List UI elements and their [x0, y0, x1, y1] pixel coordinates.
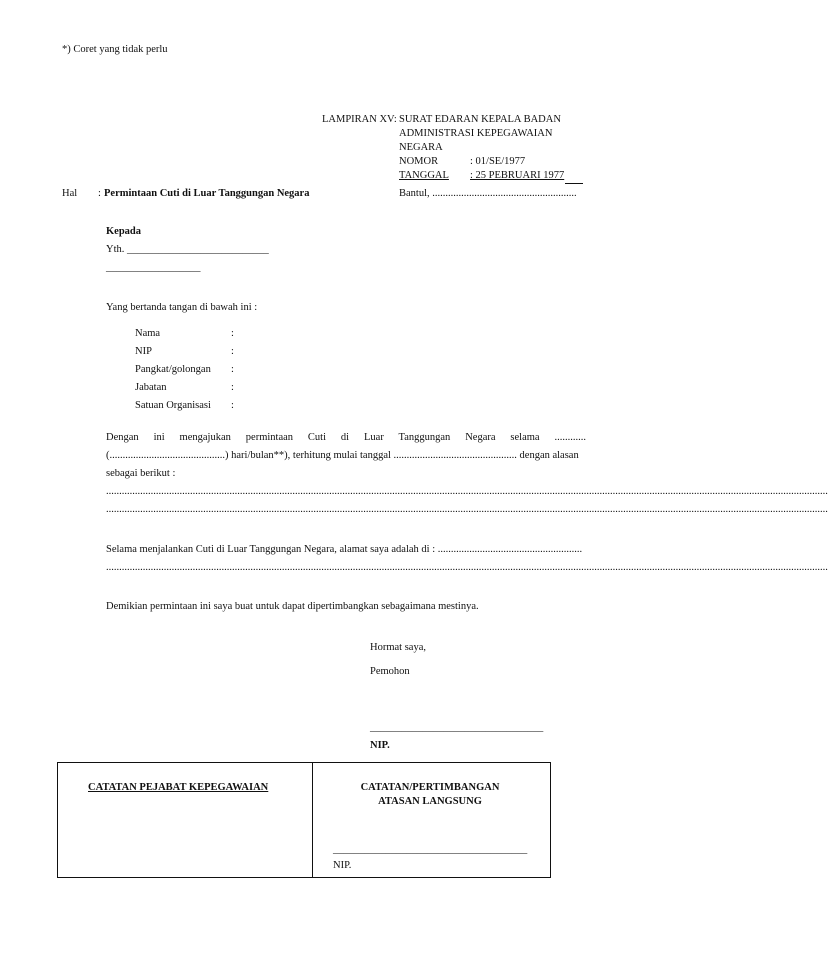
field-satuan-colon: : — [231, 400, 234, 411]
hal-colon: : — [98, 188, 101, 199]
lampiran-line-3: NEGARA — [399, 142, 443, 153]
intro-text: Yang bertanda tangan di bawah ini : — [106, 302, 258, 313]
signature-nip: NIP. — [370, 740, 390, 751]
signature-hormat: Hormat saya, — [370, 642, 426, 653]
field-nama-colon: : — [231, 328, 234, 339]
closing-text: Demikian permintaan ini saya buat untuk dapat dipertimbangkan sebagaimana mestinya. — [106, 601, 479, 612]
lampiran-label: LAMPIRAN XV: — [322, 114, 397, 125]
tanggal-underline-tail — [565, 183, 583, 184]
field-pangkat-colon: : — [231, 364, 234, 375]
request-line-1: Dengan ini mengajukan permintaan Cuti di Luar Tanggungan Negara selama ............ — [106, 432, 586, 443]
hal-label: Hal — [62, 188, 78, 199]
address-dots: ................................................................................................................................................................................................................................................................................... — [106, 562, 828, 573]
kepada-label: Kepada — [106, 226, 142, 237]
request-line-2: (............................................) hari/bulan**), terhitung mulai tanggal ............................................... dengan alasan — [106, 450, 579, 461]
signature-line: _________________________________ — [370, 722, 544, 733]
supervisor-notes-title-1: CATATAN/PERTIMBANGAN — [360, 782, 500, 793]
request-line-3: sebagai berikut : — [106, 468, 176, 479]
field-pangkat-label: Pangkat/golongan — [135, 364, 211, 375]
field-jabatan-colon: : — [231, 382, 234, 393]
kepada-address-line: __________________ — [106, 262, 201, 273]
field-jabatan-label: Jabatan — [135, 382, 167, 393]
staffing-official-notes-title: CATATAN PEJABAT KEPEGAWAIAN — [88, 782, 269, 793]
signature-pemohon: Pemohon — [370, 666, 410, 677]
notes-table-divider — [312, 762, 313, 877]
nomor-label: NOMOR — [399, 156, 439, 167]
place-date: Bantul, ....................................................... — [399, 188, 577, 199]
kepada-yth: Yth. ___________________________ — [106, 244, 269, 255]
field-nama-label: Nama — [135, 328, 161, 339]
reason-dots-1: ................................................................................................................................................................................................................................................................................... — [106, 486, 828, 497]
nomor-value: : 01/SE/1977 — [470, 156, 526, 167]
field-nip-label: NIP — [135, 346, 152, 357]
supervisor-notes-title-2: ATASAN LANGSUNG — [378, 796, 482, 807]
lampiran-line-2: ADMINISTRASI KEPEGAWAIAN — [399, 128, 553, 139]
supervisor-nip: NIP. — [333, 860, 352, 871]
footnote-strike: *) Coret yang tidak perlu — [62, 44, 168, 55]
tanggal-label: TANGGAL — [399, 170, 449, 181]
tanggal-value: : 25 PEBRUARI 1977 — [470, 170, 565, 181]
hal-subject: Permintaan Cuti di Luar Tanggungan Negara — [104, 188, 310, 199]
address-line: Selama menjalankan Cuti di Luar Tanggungan Negara, alamat saya adalah di : ....................................................... — [106, 544, 583, 555]
reason-dots-2: ................................................................................................................................................................................................................................................................................... — [106, 504, 828, 515]
notes-table — [57, 762, 551, 878]
field-nip-colon: : — [231, 346, 234, 357]
lampiran-line-1: SURAT EDARAN KEPALA BADAN — [399, 114, 561, 125]
field-satuan-label: Satuan Organisasi — [135, 400, 211, 411]
supervisor-signature-line: _____________________________________ — [333, 844, 528, 855]
